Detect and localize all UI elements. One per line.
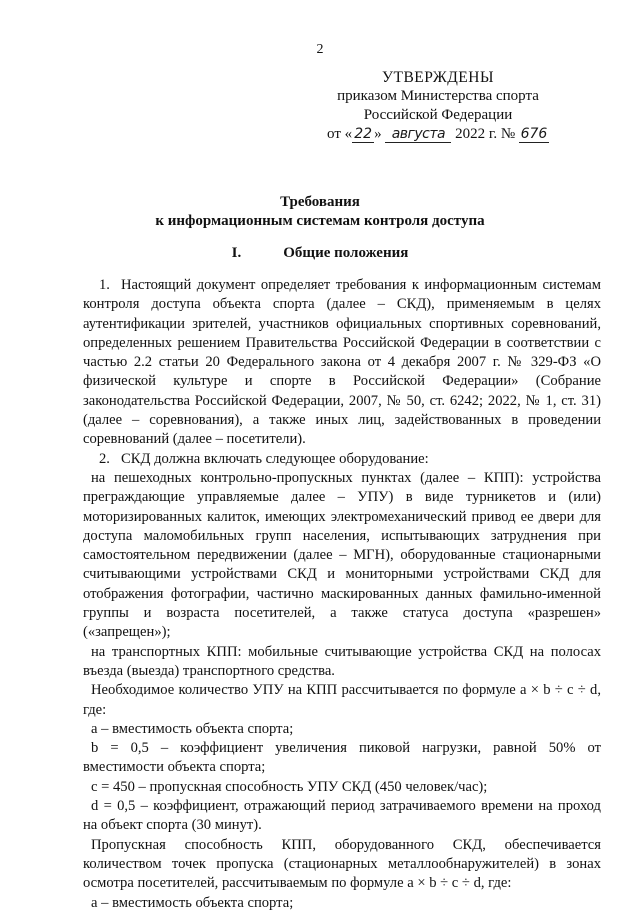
paragraph-text: a – вместимость объекта спорта; [91,720,294,737]
paragraph-text: d = 0,5 – коэффициент, отражающий период затрачиваемого времени на проход на объект спорта (30 минут). [83,798,601,834]
paragraph-number: 1. [99,277,110,293]
paragraph [83,276,601,450]
handwritten-month: августа [385,127,451,143]
section-heading [0,245,640,262]
paragraph-text: Настоящий документ определяет требования к информационным системам контроля доступа объекта спорта (далее – СКД), применяемым в целях аутентификации зрителей, участников официальных спортивных соревнований, определенных решением Правительства Российской Федерации в соответствии с частью 2.2 статьи 20 Федерального закона от 4 декабря 2007 г. № 329-ФЗ «О физической культуре и спорте в Российской Федерации» (Собрание законодательства Российской Федерации, 2007, № 50, ст. 6242; 2022, № 1, ст. 31) (далее – соревнования), а также иных лиц, задействованных в проведении соревнований (далее – посетители). [83,277,601,448]
handwritten-day: 22 [352,127,374,143]
paragraph [83,894,601,913]
paragraph [83,797,601,836]
date-mid: » [374,126,382,142]
handwritten-order-number: 676 [520,126,548,142]
paragraph-text: Пропускная способность КПП, оборудованного СКД, обеспечивается количеством точек пропуска (стационарных металлообнаружителей) в зонах осмотра посетителей, рассчитываемым по формуле a × b ÷ c ÷ d, где: [83,836,601,892]
approval-line-2: Российской Федерации [363,107,513,123]
paragraph [83,836,601,894]
paragraph-text: на пешеходных контрольно-пропускных пунктах (далее – КПП): устройства преграждающие управляемые далее – УПУ) в виде турникетов и (или) моторизированных калиток, имеющих электромеханический привод ее двери для доступа маломобильных групп населения, испытывающих затруднения при самостоятельном передвижении (далее – МГН), оборудованные стационарными считывающими устройствами СКД и мониторными устройствами СКД для отображения фотографии, частично маскированных данных фамильно-именной группы и возраста посетителей, а также статуса доступа «разрешен» («запрещен»); [83,469,601,641]
approval-block [318,68,558,144]
date-prefix: от « [327,126,353,142]
section-title: Общие положения [283,245,409,261]
paragraph-text: СКД должна включать следующее оборудование: [121,450,429,467]
paragraph [83,450,601,469]
document-title-line-1: Требования [280,194,360,210]
paragraph-text: на транспортных КПП: мобильные считывающие устройства СКД на полосах въезда (выезда) транспортного средства. [83,643,601,679]
approval-line-1: приказом Министерства спорта [337,88,539,104]
paragraph-text: Необходимое количество УПУ на КПП рассчитывается по формуле a × b ÷ c ÷ d, где: [83,682,601,718]
section-number: I. [231,245,242,261]
paragraph-text: b = 0,5 – коэффициент увеличения пиковой нагрузки, равной 50% от вместимости объекта спорта; [83,740,601,776]
page-number: 2 [316,42,324,57]
paragraph [83,643,601,682]
paragraph [83,681,601,720]
date-year: 2022 г. № [455,126,516,142]
paragraph-text: a – вместимость объекта спорта; [91,894,294,911]
body-text [83,276,601,913]
approval-title: УТВЕРЖДЕНЫ [382,69,494,86]
paragraph [83,720,601,739]
approval-date-line [318,125,558,144]
document-title-line-2: к информационным системам контроля доступа [155,213,485,229]
paragraph [83,469,601,643]
paragraph [83,739,601,778]
document-title [0,193,640,231]
paragraph-text: c = 450 – пропускная способность УПУ СКД (450 человек/час); [91,778,488,795]
paragraph-number: 2. [99,450,110,467]
paragraph [83,778,601,797]
